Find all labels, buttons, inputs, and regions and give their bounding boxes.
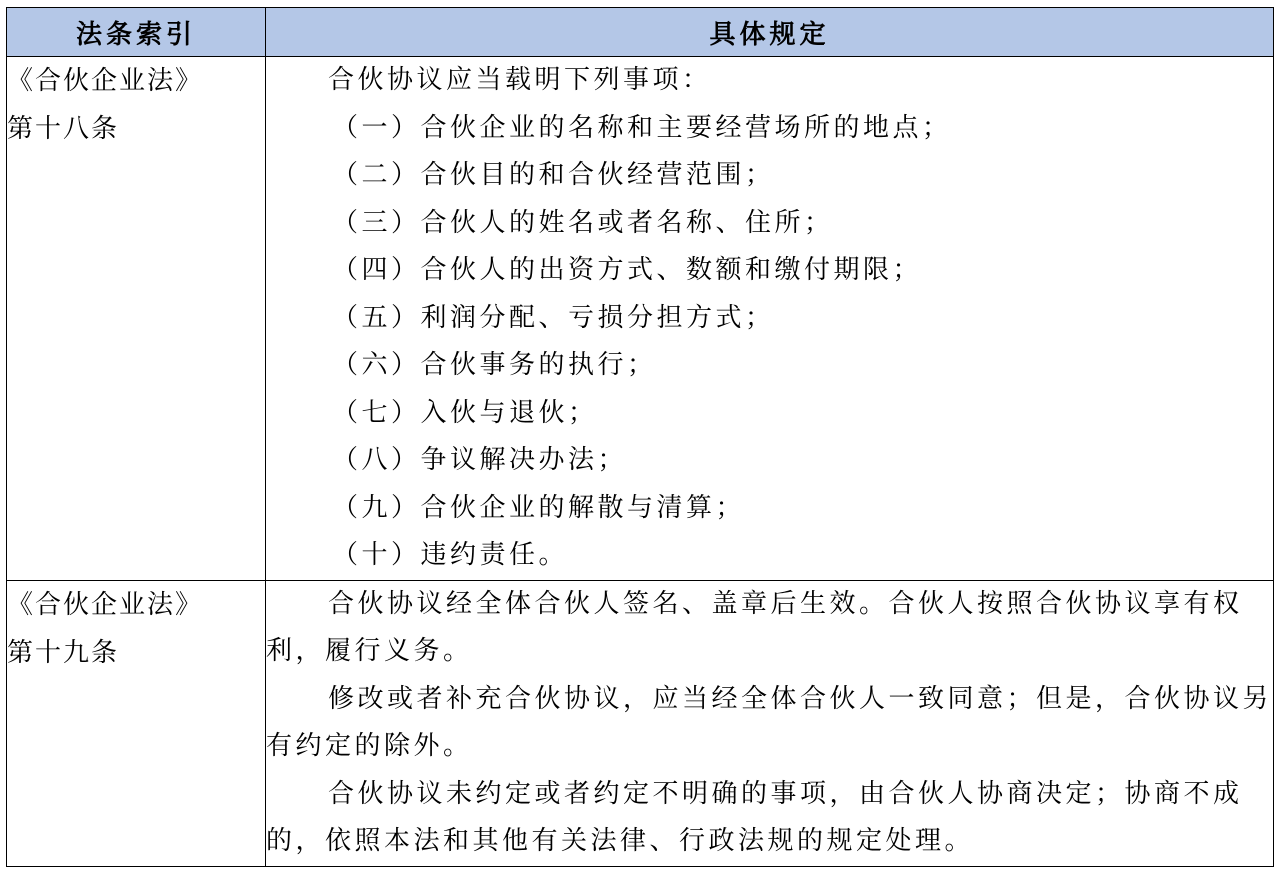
provision-item: （三）合伙人的姓名或者名称、住所； <box>332 207 834 238</box>
law-name: 《合伙企业法》 <box>7 66 204 96</box>
law-table <box>6 7 1274 867</box>
law-index-cell <box>7 580 266 866</box>
provision-item: （二）合伙目的和合伙经营范围； <box>332 160 775 190</box>
provision-intro: 合伙协议应当载明下列事项： <box>328 65 712 95</box>
provision-item: （五）利润分配、亏损分担方式； <box>332 302 775 333</box>
provision-item: （一）合伙企业的名称和主要经营场所的地点； <box>332 112 952 143</box>
provision-cell <box>266 57 1274 581</box>
table-row <box>7 580 1274 866</box>
article-number: 第十八条 <box>7 114 120 144</box>
table-header <box>7 8 1274 57</box>
header-law-index: 法条索引 <box>7 8 266 57</box>
law-name: 《合伙企业法》 <box>7 589 204 620</box>
provision-cell <box>266 580 1274 866</box>
provision-paragraph: 合伙协议经全体合伙人签名、盖章后生效。合伙人按照合伙协议享有权利，履行义务。 <box>266 588 1243 666</box>
article-number: 第十九条 <box>7 637 120 668</box>
table-row <box>7 57 1274 581</box>
provision-item: （六）合伙事务的执行； <box>332 350 657 380</box>
provision-item: （七）入伙与退伙； <box>332 397 598 428</box>
provision-item: （九）合伙企业的解散与清算； <box>332 492 746 523</box>
provision-item: （四）合伙人的出资方式、数额和缴付期限； <box>332 255 923 285</box>
header-provisions: 具体规定 <box>266 8 1274 57</box>
law-index-cell <box>7 57 266 581</box>
provision-item: （十）违约责任。 <box>332 540 569 570</box>
provision-item: （八）争议解决办法； <box>332 445 628 475</box>
provision-paragraph: 合伙协议未约定或者约定不明确的事项，由合伙人协商决定；协商不成的，依照本法和其他有关法律、行政法规的规定处理。 <box>266 778 1243 856</box>
provision-paragraph: 修改或者补充合伙协议，应当经全体合伙人一致同意；但是，合伙协议另有约定的除外。 <box>266 683 1273 761</box>
header-row <box>7 8 1274 57</box>
